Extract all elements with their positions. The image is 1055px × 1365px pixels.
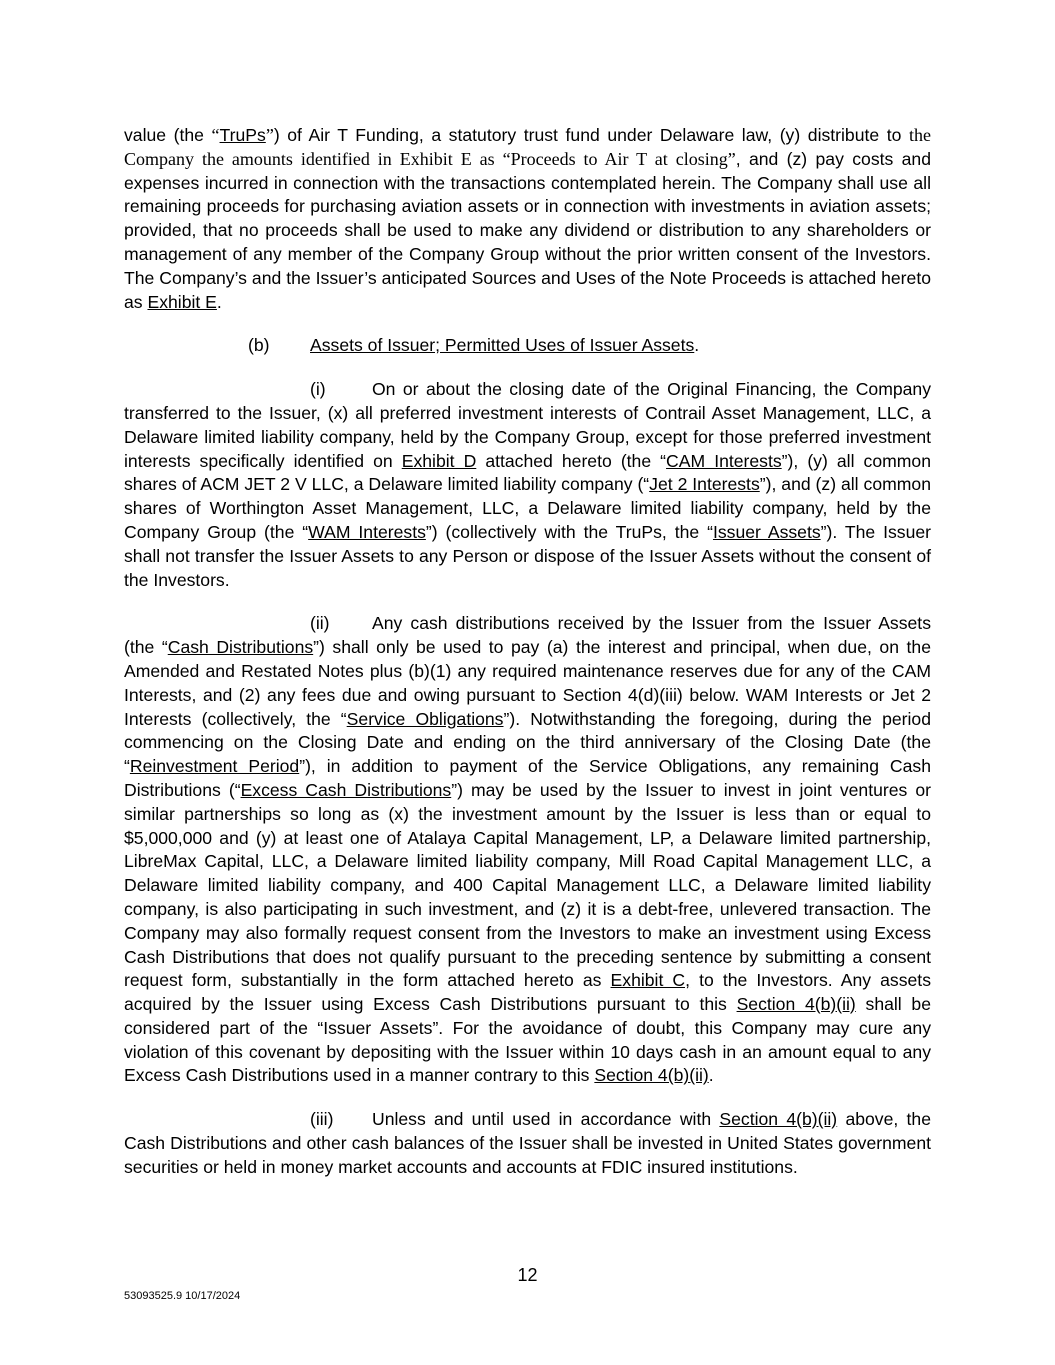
paragraph-ii <box>124 612 931 1088</box>
text: attached hereto (the “ <box>476 450 667 471</box>
text: ”), and (z) all common shares of Worthington Asset Management, LLC, a Delaware limited liability company, held by the Company Group (the “ <box>124 474 931 542</box>
section-reference: Section 4(b)(ii) <box>736 994 856 1015</box>
defined-term-cash-distributions: Cash Distributions <box>167 637 314 658</box>
section-label: (b) <box>248 335 270 356</box>
close-quote: ” <box>265 125 274 145</box>
defined-term-reinvestment-period: Reinvestment Period <box>129 756 300 777</box>
text: . <box>694 335 700 356</box>
subsection-label: (ii) <box>310 613 330 634</box>
paragraph-use-of-proceeds <box>124 124 931 314</box>
defined-term-cam-interests: CAM Interests <box>666 450 782 471</box>
subsection-label: (i) <box>310 379 326 400</box>
exhibit-e-reference: Exhibit E <box>147 291 217 312</box>
text: ”), (y) all common shares of ACM JET 2 V LLC, a Delaware limited liability company (“ <box>124 450 931 495</box>
defined-term-jet-2-interests: Jet 2 Interests <box>649 474 760 495</box>
text: shall be considered part of the “Issuer Assets”. For the avoidance of doubt, this Company may cure any violation of this covenant by depositing with the Issuer within 10 days cash in an amount equal to any Excess Cash Distributions used in a manner contrary to this <box>124 994 931 1086</box>
text: to the Investors. Any assets acquired by the Issuer using Excess Cash Distributions pursuant to this <box>124 970 931 1015</box>
text: ”). Notwithstanding the foregoing, during the period commencing on the Closing Date and ending on the third anniversary of the Closing Date (the “ <box>124 708 931 777</box>
text: above, the Cash Distributions and other cash balances of the Issuer shall be invested in United States government securities or held in money market accounts and accounts at FDIC insured institutions. <box>124 1109 931 1177</box>
section-heading-b <box>124 334 931 358</box>
section-reference: Section 4(b)(ii) <box>719 1109 838 1130</box>
document-body <box>124 124 931 1200</box>
exhibit-c-reference: Exhibit C, <box>610 970 691 991</box>
text: , and (z) pay costs and expenses incurred in connection with the transactions contemplated herein. The Company shall use all remaining proceeds for purchasing aviation assets or in connection with investments in aviation assets; provided, that no proceeds shall be used to make any dividend or distribution to any shareholders or management of any member of the Company Group without the prior written consent of the Investors. The Company’s and the Issuer’s anticipated Sources and Uses of the Note Proceeds is attached hereto as <box>124 148 931 312</box>
defined-term-issuer-assets: Issuer Assets <box>712 521 821 542</box>
text: ”) may be used by the Issuer to invest in joint ventures or similar partnerships so long as (x) the investment amount by the Issuer is less than or equal to $5,000,000 and (y) at least one of Atalaya Capital Management, LP, a Delaware limited partnership, LibreMax Capital, LLC, a Delaware limited liability company, Mill Road Capital Management LLC, a Delaware limited liability company, and 400 Capital Management LLC, a Delaware limited liability company, is also participating in such investment, and (z) it is a debt-free, unlevered transaction. The Company may also formally request consent from the Investors to make an investment using Excess Cash Distributions that does not qualify pursuant to the preceding sentence by submitting a consent request form, substantially in the form attached hereto as <box>124 779 932 991</box>
text: On or about the closing date of the Original Financing, the Company transferred to the Issuer, (x) all preferred investment interests of Contrail Asset Management, LLC, a Delaware limited liability company, held by the Company Group, except for those preferred investment interests specifically identified on <box>124 379 931 471</box>
subsection-label: (iii) <box>310 1109 334 1130</box>
defined-term-trups: TruPs <box>219 125 266 145</box>
text: Unless and until used in accordance with <box>372 1109 720 1130</box>
exhibit-d-reference: Exhibit D <box>401 450 477 471</box>
text: . <box>708 1065 714 1086</box>
text: Any cash distributions received by the Issuer from the Issuer Assets (the “ <box>124 613 931 658</box>
paragraph-iii <box>124 1108 931 1179</box>
text: ”), in addition to payment of the Service Obligations, any remaining Cash Distributions (“ <box>124 756 931 800</box>
text: ”) shall only be used to pay (a) the interest and principal, when due, on the Amended and Restated Notes plus (b)(1) any required maintenance reserves due for any of the CAM Interests, and (2) any fees due and owing pursuant to Section 4(d)(iii) below. WAM Interests or Jet 2 Interests (collectively, the “ <box>124 637 931 729</box>
paragraph-i <box>124 378 931 592</box>
text: ”). The Issuer shall not transfer the Issuer Assets to any Person or dispose of the Issuer Assets without the consent of the Investors. <box>124 521 931 590</box>
text: value (the <box>124 125 212 145</box>
text: . <box>216 291 222 312</box>
document-id-footer: 53093525.9 10/17/2024 <box>124 1290 241 1302</box>
section-title: Assets of Issuer; Permitted Uses of Issuer Assets <box>310 335 695 356</box>
open-quote: “ <box>211 125 220 145</box>
defined-term-service-obligations: Service Obligations <box>346 708 504 729</box>
text: ) of Air T Funding, a statutory trust fund under Delaware law, (y) distribute to <box>273 125 909 145</box>
page-number: 12 <box>517 1265 538 1285</box>
defined-term-excess-cash-distributions: Excess Cash Distributions <box>240 779 452 800</box>
section-reference: Section 4(b)(ii) <box>594 1065 709 1086</box>
serif-text: the Company the amounts identified in Exhibit E as “Proceeds to Air T at closing” <box>124 125 931 169</box>
text: ”) (collectively with the TruPs, the “ <box>425 521 713 542</box>
defined-term-wam-interests: WAM Interests <box>308 521 426 542</box>
